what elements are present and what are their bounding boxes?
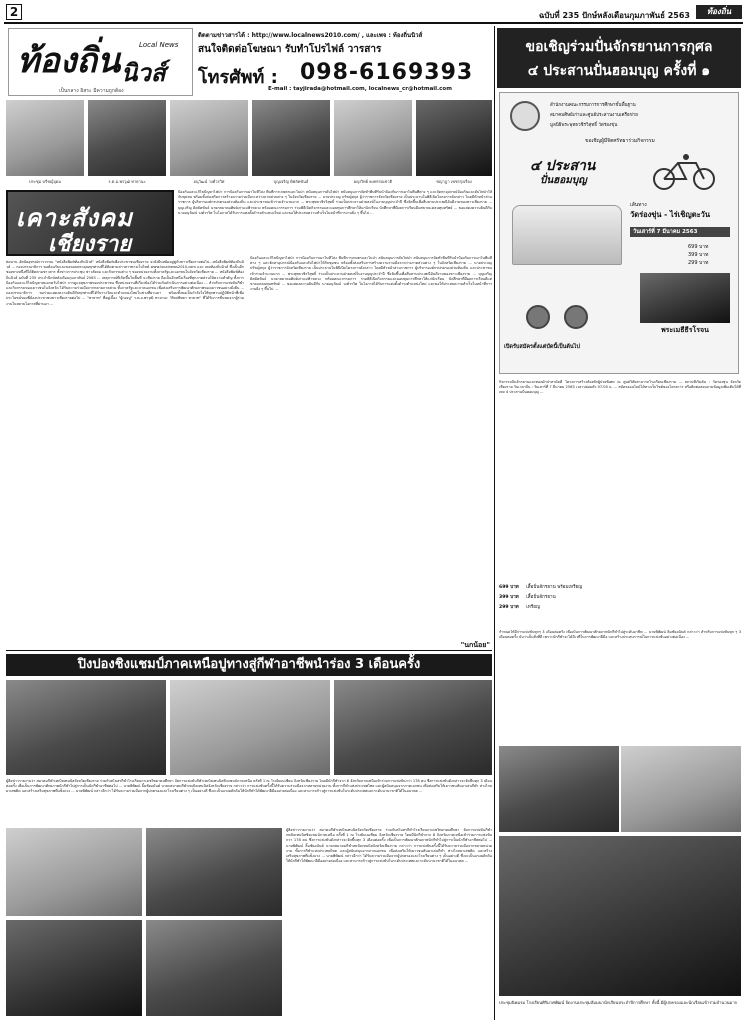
- poster-invite: ขอเชิญผู้มีจิตศรัทธาร่วมกิจกรรม: [585, 138, 655, 144]
- tier-2-price: 399 บาท: [499, 595, 519, 600]
- poster-footer: เปิดรับสมัครตั้งแต่บัดนี้เป็นต้นไป: [504, 344, 580, 350]
- phone-number: 098-6169393: [300, 60, 474, 85]
- poster-org-3: มูลนิธิพระพุทธวชิรวิสุทธิ์ วัดร่องขุ่น: [550, 123, 618, 128]
- portrait-row: [6, 100, 492, 186]
- logo-tag-text: Local News: [139, 41, 179, 49]
- society-body-left: ท่อนาน อัตนัยอุทรณ์การวรรณ "หนังสือพิมพ์ท้องถิ่นนิวส์" หนังสือพิมพ์เพื่อประชาชนเชียงราย จะยังยืนหยัดอยู่คู่กับชาวเชียงรายต่อไป...หนังสือพิมพ์ท้องถิ่นนิวส์ ... กองบรรณาธิการ ขอต้อนรับและขอขอบพระคุณทุกท่านที่ได้ติดตามข่าวสารทางเว็บไซต์ www.localnews2010.com และ เพจท้องถิ่นนิวส์ ซึ่งเป็นอีกช่องทางหนึ่งที่ได้ติดตามข่าวสาร ทั้งข่าวการประชุม ข่าวสังคม และกิจกรรมต่าง ๆ ของหน่วยงานทั้งภาครัฐและเอกชนในจังหวัดเชียงราย ... หนังสือพิมพ์ท้องถิ่นนิวส์ ฉบับที่ 235 ประจำปักษ์หลังเดือนกุมภาพันธ์ 2563 ... เหตุการณ์ที่เกิดขึ้นในพื้นที่ จ.เชียงราย ถือเป็นอีกหนึ่งเรื่องที่ทุกภาคส่วนให้ความสำคัญ ทั้งการป้องกันและแก้ไขปัญหาหมอกควันไฟป่า การดูแลสุขภาพของประชาชน ซึ่งหน่วยงานที่เกี่ยวข้องได้ร่วมกันดำเนินการอย่างต่อเนื่อง ... สำหรับการแข่งขันกีฬาและกิจกรรมของเยาวชนในจังหวัด ได้รับความร่วมมือจากหลายภาคส่วน ทั้งภาครัฐและภาคเอกชน เพื่อส่งเสริมการพัฒนาศักยภาพของเยาวชนอย่างยั่งยืน ... กองบรรณาธิการ ขอร่วมแสดงความยินดีกับทุกท่านที่ได้รับรางวัลและตำแหน่งใหม่ในช่วงที่ผ่านมา พร้อมทั้งขอเป็นกำลังใจให้ทุกท่านปฏิบัติหน้าที่เพื่อประโยชน์ของพี่น้องประชาชนชาวเชียงรายต่อไป ... "ทายาท" ที่อยู่เบื้อง "ผู้กองปู" ร.ต.อ.พรวุฒิ ทายานะ "ศิลปพิทยา ทายาท" ที่ได้รับการชื่นชมจากผู้ร่วมงานในหลายโอกาสที่ผ่านมา ...: [6, 260, 244, 306]
- right-photo-2: [621, 746, 741, 832]
- portrait-2-caption: ร.ต.อ.พรวุฒิ ทายานะ: [108, 179, 146, 184]
- tier-1: [499, 584, 741, 591]
- society-heading: [6, 190, 174, 256]
- pingpong-photo-4: [6, 828, 142, 916]
- pingpong-photo-5: [146, 828, 282, 916]
- tier-1-desc: เสื้อปั่นจักรยาน พร้อมเหรียญ: [526, 585, 583, 590]
- poster-date: วันเสาร์ที่ 7 มีนาคม 2563: [630, 227, 730, 237]
- email-line: E-mail : tayjirada@hotmail.com, localnews_cr@hotmail.com: [268, 86, 452, 92]
- poster-price-2: 399 บาท: [688, 252, 709, 258]
- society-body-right-cont: ป้องกันและแก้ไขปัญหาไฟป่า การป้องกันการเผาในที่โล่ง พื้นที่การเกษตรและในป่า สนับสนุนการดับไฟป่า สนับสนุนการจัดทำพื้นที่รับน้ำป้องกันการเผาในพื้นที่ต่าง ๆ และจัดหาอุปกรณ์ป้องกันและดับไฟป่าให้กับชุมชน พร้อมทั้งส่งเสริมการสร้างความร่วมมือระหว่างภาคส่วนต่าง ๆ ในจังหวัดเชียงราย ... นายประจญ ปรัชญ์สกุล ผู้ว่าราชการจังหวัดเชียงราย เป็นประธานในพิธีเปิดโครงการดังกล่าว โดยมีหัวหน้าส่วนราชการ ผู้บริหารองค์กรปกครองส่วนท้องถิ่น และประชาชนเข้าร่วมจำนวนมาก ... พระพุทธวชิรวิสุทธิ์ ร่วมเป็นประธานฝ่ายสงฆ์ในงานบุญประจำปี ซึ่งจัดขึ้นเพื่อสืบสานประเพณีอันดีงามของชาวเชียงราย ... บุญเจริญ ดิศลัคขันธ์ นายกสมาคมศิษย์เก่าแม่ฟ้าหลวง พร้อมคณะกรรมการ ร่วมพิธีเปิดกิจกรรมและมอบทุนการศึกษาให้แก่นักเรียน นักศึกษาที่มีผลการเรียนดีแต่ขาดแคลนทุนทรัพย์ ... ขอแสดงความยินดีกับ นายอนุวัฒน์ วงศ์วรวิศ ในโอกาสได้รับการแต่งตั้งดำรงตำแหน่งใหม่ และขอให้ประสบความสำเร็จในหน้าที่การงานยิ่ง ๆ ขึ้นไป ...: [250, 256, 492, 292]
- right-photo-caption: ประชุมนิคมรม โรงเรียนศิริมาศพัฒน์ จัดงานประชุมสัมมนานักเรียนประจำปีการศึกษา ทั้งนี้ มีผู้ปกครองและนักเรียนเข้าร่วมจำนวนมาก: [499, 1000, 738, 1005]
- portrait-1: [6, 100, 84, 176]
- portrait-3: [170, 100, 248, 176]
- pingpong-photo-6: [6, 920, 142, 1016]
- poster-route-label: เส้นทาง: [630, 202, 647, 208]
- portrait-4-caption: บุญเจริญ ดิศลัคขันธ์: [273, 179, 309, 184]
- charity-body: กิจกรรมปั่นจักรยานและทอดผ้าป่าสามัคคี โครงการสร้างห้องพักผู้ป่วยพิเศษ ณ ศูนย์วิสัยสามารถโรงเรียนเชียงราย ... สถานที่เริ่มต้น : วัดร่องขุ่น จังหวัดเชียงราย วันเวลาปั่น : วันเสาร์ที่ 7 มีนาคม 2563 เวลาปล่อยตัว 07.00 น. ... สมัครออนไลน์ได้ทางเว็บไซต์ของโครงการ หรือติดต่อสอบถามข้อมูลเพิ่มเติมได้ที่เพจ 4 ประสานปั่นฮอมบุญ ...: [499, 380, 741, 395]
- pingpong-body-cont: ผู้สื่อข่าวรายงานว่า สมาคมกีฬาเทเบิลเทนนิสจังหวัดเชียงราย ร่วมกับสโมสรกีฬาโรงเรียนกาเดชวิทยาคมศึกษา จัดการแข่งขันกีฬาเทเบิลเทนนิสชิงแชมป์ภาคเหนือ ครั้งที่ 1 ณ โรงยิมเนเซียม จังหวัดเชียงราย โดยมีนักกีฬาจาก 8 จังหวัดภาคเหนือเข้าร่วมการแข่งขันกว่า 178 คน ซึ่งการแข่งขันดังกล่าวจะจัดขึ้นทุก 3 เดือนต่อครั้ง เพื่อเป็นการพัฒนาศักยภาพนักกีฬาไปสู่การเป็นนักกีฬาอาชีพต่อไป ... นายพิพัฒน์ ลิ้มชัยอนันต์ นายกสมาคมกีฬาเทเบิลเทนนิสจังหวัดเชียงราย กล่าวว่า การแข่งขันครั้งนี้ได้รับความร่วมมือจากหลายหน่วยงาน ทั้งการกีฬาแห่งประเทศไทย และผู้สนับสนุนจากภาคเอกชน เพื่อส่งเสริมให้เยาวชนหันมาเล่นกีฬา ห่างไกลยาเสพติด และสร้างเสริมสุขภาพที่แข็งแรง ... นายพิพัฒน์ กล่าวอีกว่า ได้รับความร่วมมือจากผู้ปกครองและโรงเรียนต่าง ๆ เป็นอย่างดี ซึ่งจะเป็นแรงผลักดันให้นักกีฬาได้พัฒนาฝีมืออย่างต่อเนื่อง และสามารถก้าวสู่การแข่งขันในระดับประเทศและระดับนานาชาติได้ในอนาคต ...: [286, 828, 492, 864]
- pingpong-photo-7: [146, 920, 282, 1016]
- jersey-image: [512, 205, 622, 265]
- tier-3-desc: เหรียญ: [526, 605, 540, 610]
- right-photo-3: [499, 836, 741, 996]
- charity-headline-2: ๔ ประสานปั่นฮอมบุญ ครั้งที่ ๑: [527, 63, 711, 79]
- tier-2-desc: เสื้อปั่นจักรยาน: [526, 595, 556, 600]
- pingpong-photo-3: [334, 680, 492, 775]
- page-number: 2: [6, 4, 22, 20]
- portrait-6: [416, 100, 492, 176]
- header-rule: [4, 22, 743, 24]
- monk-photo: [640, 273, 730, 323]
- portrait-5: [334, 100, 412, 176]
- tier-3-price: 299 บาท: [499, 605, 519, 610]
- pingpong-photo-2: [170, 680, 330, 775]
- contact-line: ติดตามข่าวสารได้ : http://www.localnews2010.com/ , และเพจ : ท้องถิ่นนิวส์: [198, 32, 423, 39]
- phone-label: โทรศัพท์ :: [198, 67, 278, 88]
- poster-price-3: 299 บาท: [688, 260, 709, 266]
- charity-headline-box: [497, 28, 741, 88]
- pingpong-body: ผู้สื่อข่าวรายงานว่า สมาคมกีฬาเทเบิลเทนนิสจังหวัดเชียงราย ร่วมกับสโมสรกีฬาโรงเรียนกาเดชวิทยาคมศึกษา จัดการแข่งขันกีฬาเทเบิลเทนนิสชิงแชมป์ภาคเหนือ ครั้งที่ 1 ณ โรงยิมเนเซียม จังหวัดเชียงราย โดยมีนักกีฬาจาก 8 จังหวัดภาคเหนือเข้าร่วมการแข่งขันกว่า 178 คน ซึ่งการแข่งขันดังกล่าวจะจัดขึ้นทุก 3 เดือนต่อครั้ง เพื่อเป็นการพัฒนาศักยภาพนักกีฬาไปสู่การเป็นนักกีฬาอาชีพต่อไป ... นายพิพัฒน์ ลิ้มชัยอนันต์ นายกสมาคมกีฬาเทเบิลเทนนิสจังหวัดเชียงราย กล่าวว่า การแข่งขันครั้งนี้ได้รับความร่วมมือจากหลายหน่วยงาน ทั้งการกีฬาแห่งประเทศไทย และผู้สนับสนุนจากภาคเอกชน เพื่อส่งเสริมให้เยาวชนหันมาเล่นกีฬา ห่างไกลยาเสพติด และสร้างเสริมสุขภาพที่แข็งแรง ... นายพิพัฒน์ กล่าวอีกว่า ได้รับความร่วมมือจากผู้ปกครองและโรงเรียนต่าง ๆ เป็นอย่างดี ซึ่งจะเป็นแรงผลักดันให้นักกีฬาได้พัฒนาฝีมืออย่างต่อเนื่อง และสามารถก้าวสู่การแข่งขันในระดับประเทศและระดับนานาชาติได้ในอนาคต ...: [6, 779, 492, 794]
- issue-line: ฉบับที่ 235 ปักษ์หลังเดือนกุมภาพันธ์ 2563: [538, 11, 690, 20]
- charity-poster: [499, 92, 739, 374]
- tier-3: [499, 604, 741, 611]
- medal-image: [520, 275, 600, 335]
- poster-seal-icon: [510, 101, 540, 131]
- logo-main-text: ท้องถิ่น: [17, 41, 121, 81]
- poster-event-title-1: ๔ ประสาน: [530, 158, 596, 174]
- portrait-5-caption: ผดุงวิทย์ คงพรรณชาติ: [353, 179, 393, 184]
- society-heading-bottom: เชียงราย: [48, 232, 132, 257]
- pingpong-headline: ปิงปองชิงแชมป์ภาคเหนือปูทางสู่กีฬาอาชีพนำร่อง 3 เดือนครั้ง: [6, 654, 492, 676]
- poster-monk-name: พระเมธีธีรโรจน: [661, 326, 709, 334]
- masthead-small-logo: ท้องถิ่น: [696, 5, 742, 19]
- portrait-3-caption: อนุวัฒน์ วงศ์วรวิศ: [193, 179, 225, 184]
- portrait-6-caption: ชญาฎา เพชรรุ่งเรือง: [436, 179, 472, 184]
- right-photo-1: [499, 746, 619, 832]
- logo-slogan-text: เป็นกลาง อิสระ มีความถูกต้อง: [59, 88, 124, 94]
- newspaper-logo: [8, 28, 193, 96]
- column-divider: [494, 26, 495, 1020]
- portrait-4: [252, 100, 330, 176]
- poster-event-title-2: ปั่นฮอมบุญ: [540, 175, 587, 186]
- society-heading-top: เคาะสังคม: [16, 204, 133, 232]
- poster-route: วัดร่องขุ่น - ไร่เชิญตะวัน: [630, 210, 710, 219]
- tier-2: [499, 594, 741, 601]
- pingpong-photo-1: [6, 680, 166, 775]
- society-signature: "นกน้อย": [460, 641, 490, 649]
- portrait-2: [88, 100, 166, 176]
- charity-tiers: [499, 584, 741, 624]
- portrait-1-caption: ประชุม บรีชญ์อุดม: [29, 179, 61, 184]
- ad-line: สนใจติดต่อโฆษณา รับทำโปรไฟล์ วารสาร: [198, 44, 382, 55]
- tier-1-price: 699 บาท: [499, 585, 519, 590]
- society-body-right: ป้องกันและแก้ไขปัญหาไฟป่า การป้องกันการเผาในที่โล่ง พื้นที่การเกษตรและในป่า สนับสนุนการดับไฟป่า สนับสนุนการจัดทำพื้นที่รับน้ำป้องกันการเผาในพื้นที่ต่าง ๆ และจัดหาอุปกรณ์ป้องกันและดับไฟป่าให้กับชุมชน พร้อมทั้งส่งเสริมการสร้างความร่วมมือระหว่างภาคส่วนต่าง ๆ ในจังหวัดเชียงราย ... นายประจญ ปรัชญ์สกุล ผู้ว่าราชการจังหวัดเชียงราย เป็นประธานในพิธีเปิดโครงการดังกล่าว โดยมีหัวหน้าส่วนราชการ ผู้บริหารองค์กรปกครองส่วนท้องถิ่น และประชาชนเข้าร่วมจำนวนมาก ... พระพุทธวชิรวิสุทธิ์ ร่วมเป็นประธานฝ่ายสงฆ์ในงานบุญประจำปี ซึ่งจัดขึ้นเพื่อสืบสานประเพณีอันดีงามของชาวเชียงราย ... บุญเจริญ ดิศลัคขันธ์ นายกสมาคมศิษย์เก่าแม่ฟ้าหลวง พร้อมคณะกรรมการ ร่วมพิธีเปิดกิจกรรมและมอบทุนการศึกษาให้แก่นักเรียน นักศึกษาที่มีผลการเรียนดีแต่ขาดแคลนทุนทรัพย์ ... ขอแสดงความยินดีกับ นายอนุวัฒน์ วงศ์วรวิศ ในโอกาสได้รับการแต่งตั้งดำรงตำแหน่งใหม่ และขอให้ประสบความสำเร็จในหน้าที่การงานยิ่ง ๆ ขึ้นไป ...: [178, 190, 492, 215]
- poster-org-1: สำนักงานคณะกรรมการการศึกษาขั้นพื้นฐาน: [550, 103, 636, 108]
- poster-price-1: 699 บาท: [688, 244, 709, 250]
- charity-headline-1: ขอเชิญร่วมปั่นจักรยานการกุศล: [525, 39, 713, 55]
- logo-sub-text: นิวส์: [121, 59, 166, 87]
- poster-org-2: สมาคมศิษย์เก่าและศูนย์ประสานงานเครือข่าย: [550, 113, 638, 118]
- society-bottom-rule: [6, 650, 492, 651]
- bicycle-icon: [650, 153, 720, 191]
- charity-body-bottom: กำหนดให้มีการแข่งขันทุกๆ 3 เดือนต่อครั้ง เพื่อเป็นการพัฒนาศักยภาพนักกีฬาไปสู่ระดับอาชีพ ... นายพิพัฒน์ ลิ้มชัยอนันต์ กล่าวว่า สำหรับการแข่งขันทุก ๆ 3 เดือนต่อครั้ง นับว่าเป็นสิ่งที่ดี เพราะนักกีฬาจะได้มีเวทีในการพัฒนาฝีมือ และสร้างประสบการณ์ในการแข่งขันอย่างต่อเนื่อง ...: [499, 630, 741, 640]
